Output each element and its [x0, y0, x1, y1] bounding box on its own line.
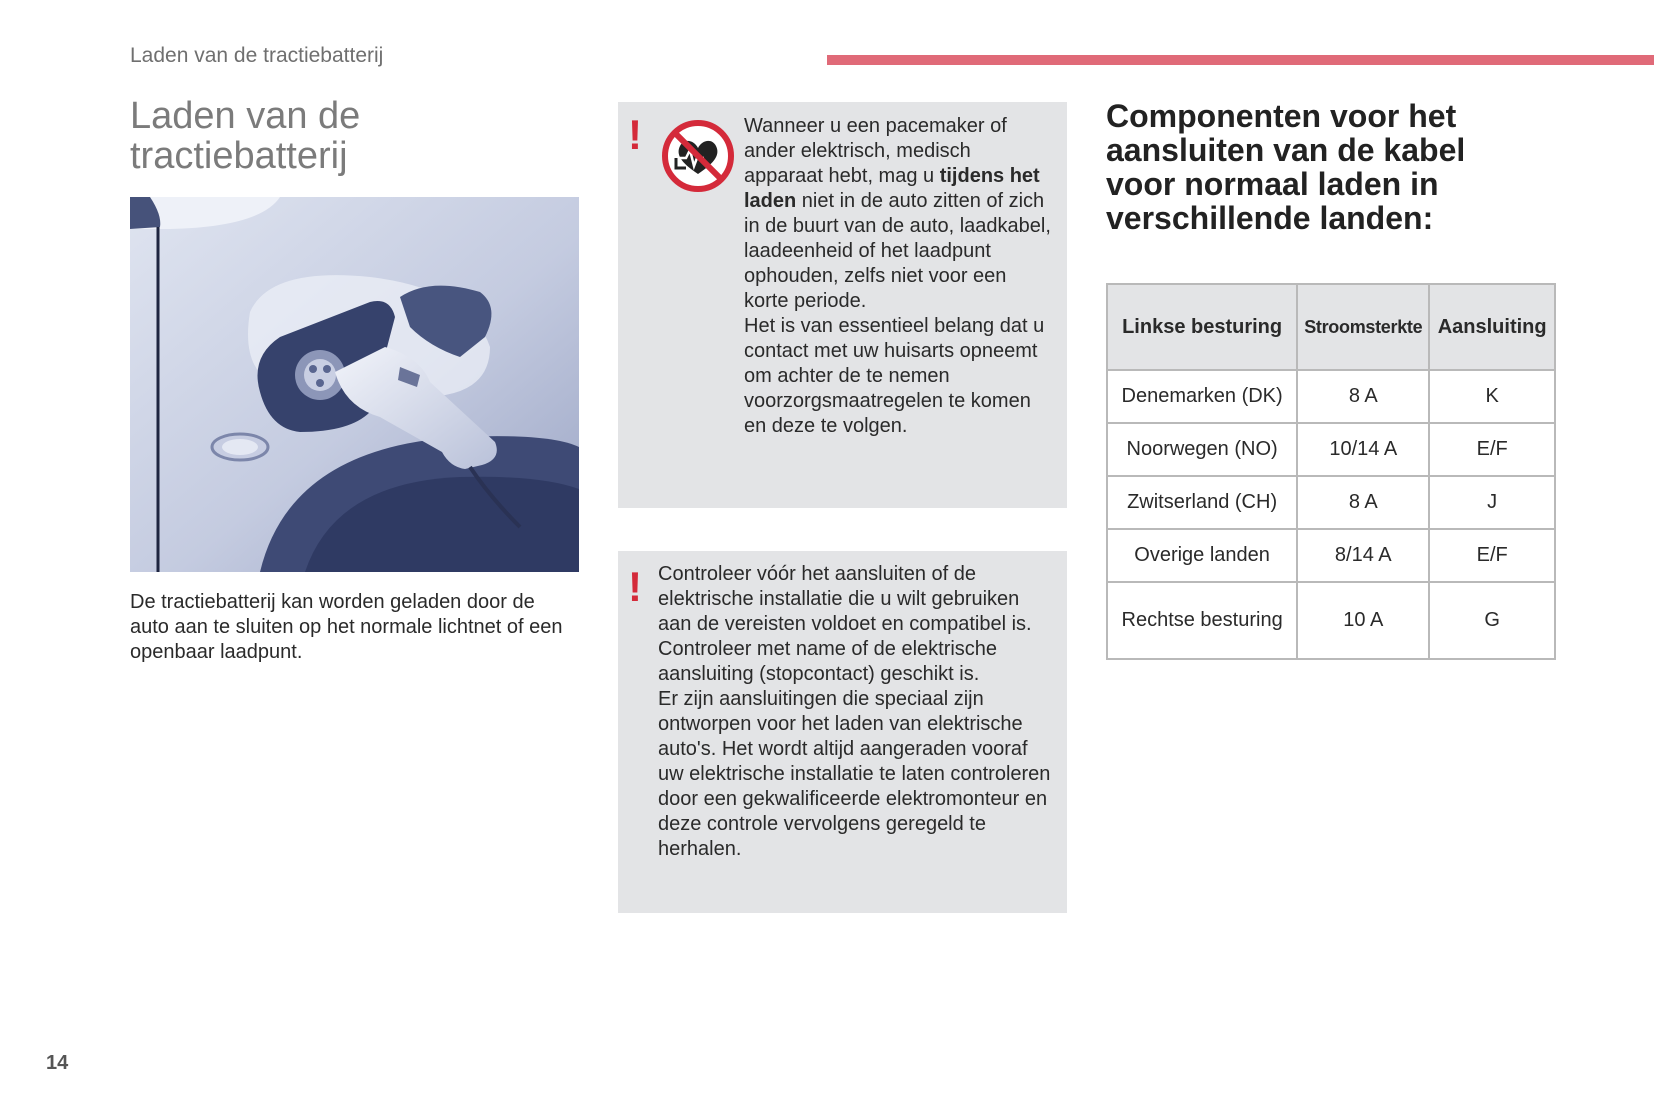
- table-cell-current: 10 A: [1297, 582, 1429, 659]
- column-header-drive: Linkse besturing: [1107, 284, 1297, 370]
- warning-exclamation-icon: !: [628, 111, 642, 158]
- pacemaker-warning-emphasis: tijdens het laden: [744, 165, 1040, 212]
- table-row: [1107, 423, 1555, 476]
- page-number: 14: [46, 1052, 69, 1074]
- table-cell-connector: E/F: [1429, 529, 1555, 582]
- pacemaker-warning-advice: Het is van essentieel belang dat u contact met uw huisarts opneemt om achter de te nemen voorzorgsmaatregelen te komen en deze te volgen.: [744, 315, 1045, 437]
- table-cell-current: 8 A: [1297, 370, 1429, 423]
- table-cell-country: Denemarken (DK): [1107, 370, 1297, 423]
- column-header-current: Stroomsterkte: [1297, 284, 1429, 370]
- warning-exclamation-icon: !: [628, 563, 642, 610]
- pacemaker-warning-lead: Wanneer u een pacemaker of ander elektrisch, medisch apparaat hebt, mag u: [744, 115, 1007, 187]
- connector-table: [1106, 283, 1556, 660]
- table-cell-connector: G: [1429, 582, 1555, 659]
- table-cell-current: 10/14 A: [1297, 423, 1429, 476]
- table-cell-connector: K: [1429, 370, 1555, 423]
- column-header-connector: Aansluiting: [1429, 284, 1555, 370]
- header-accent-bar: [827, 55, 1654, 65]
- pacemaker-warning-note: [618, 102, 1067, 508]
- photo-caption: De tractiebatterij kan worden geladen door de auto aan te sluiten op het normale lichtnet of een openbaar laadpunt.: [130, 591, 563, 663]
- table-cell-connector: E/F: [1429, 423, 1555, 476]
- table-cell-current: 8 A: [1297, 476, 1429, 529]
- table-cell-connector: J: [1429, 476, 1555, 529]
- table-header-row: [1107, 284, 1555, 370]
- no-pacemaker-icon: [660, 118, 736, 194]
- table-cell-country: Noorwegen (NO): [1107, 423, 1297, 476]
- installation-check-text: [658, 562, 1058, 862]
- pacemaker-warning-rest: niet in de auto zitten of zich in de buurt van de auto, laadkabel, laadeenheid of het laadpunt ophouden, zelfs niet voor een korte periode.: [744, 190, 1051, 312]
- running-header: Laden van de tractiebatterij: [130, 44, 384, 67]
- table-cell-country: Zwitserland (CH): [1107, 476, 1297, 529]
- table-row: [1107, 370, 1555, 423]
- table-row: [1107, 529, 1555, 582]
- table-cell-country: Overige landen: [1107, 529, 1297, 582]
- installation-check-paragraph-1: Controleer vóór het aansluiten of de elektrische installatie die u wilt gebruiken aan de vereisten voldoet en compatibel is. Controleer met name of de elektrische aansluiting (stopcontact) geschikt is.: [658, 563, 1032, 685]
- page-title: Laden van de tractiebatterij: [130, 95, 361, 177]
- table-row: [1107, 582, 1555, 659]
- table-row: [1107, 476, 1555, 529]
- section-heading: Componenten voor het aansluiten van de kabel voor normaal laden in verschillende landen:: [1106, 98, 1466, 236]
- installation-check-paragraph-2: Er zijn aansluitingen die speciaal zijn ontworpen voor het laden van elektrische auto's. Het wordt altijd aangeraden vooraf uw elektrische installatie te laten controleren door een gekwalificeerde elektromonteur en deze controle vervolgens geregeld te herhalen.: [658, 688, 1051, 860]
- table-cell-current: 8/14 A: [1297, 529, 1429, 582]
- installation-check-note: [618, 551, 1067, 913]
- charging-photo: [130, 197, 579, 572]
- table-cell-country: Rechtse besturing: [1107, 582, 1297, 659]
- pacemaker-warning-text: [744, 114, 1054, 439]
